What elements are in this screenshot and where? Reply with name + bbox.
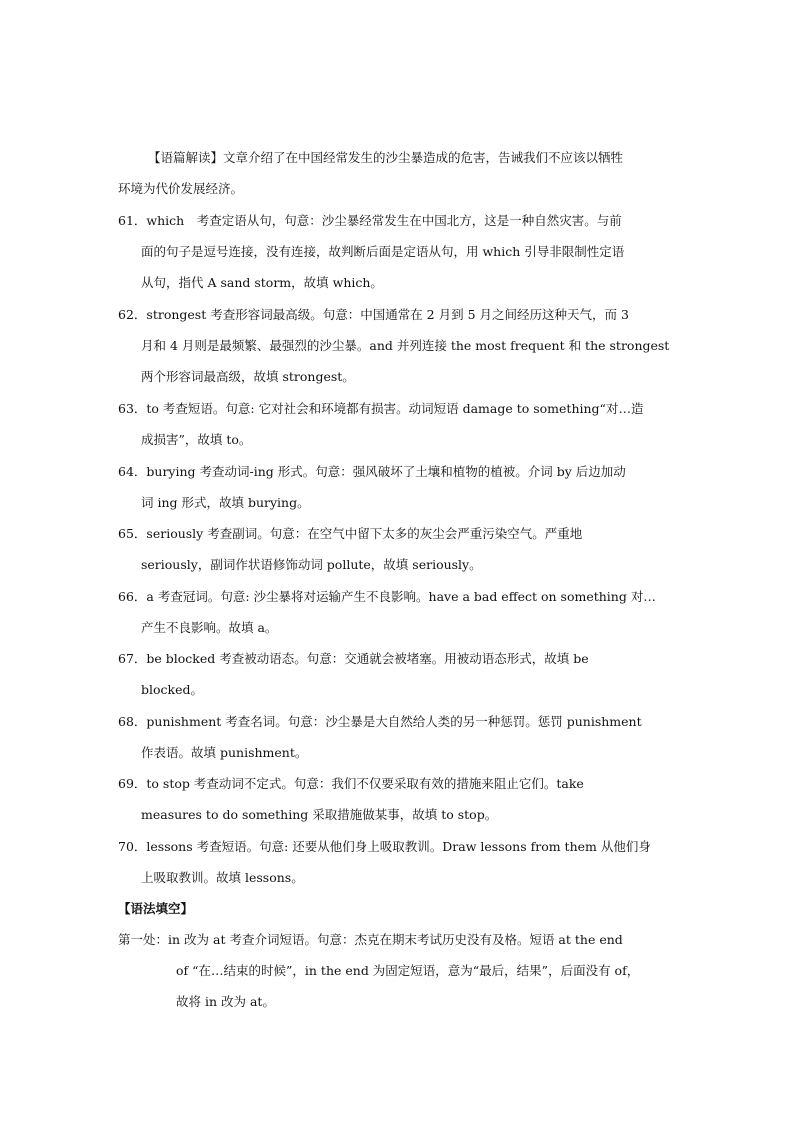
answer-70-line2: 上吸取教训。故填 lessons。 <box>141 870 304 885</box>
answer-64-line2: 词 ing 形式，故填 burying。 <box>141 495 310 510</box>
answer-62-line3: 两个形容词最高级，故填 strongest。 <box>141 369 355 384</box>
grammar-item1-line1: 第一处：in 改为 at 考查介词短语。句意：杰克在期末考试历史没有及格。短语 at the end <box>118 932 623 947</box>
answer-62-line2: 月和 4 月则是最频繁、最强烈的沙尘暴。and 并列连接 the most frequent 和 the strongest <box>141 338 670 353</box>
answer-66-line2: 产生不良影响。故填 a。 <box>141 620 278 635</box>
passage-intro-line1: 【语篇解读】文章介绍了在中国经常发生的沙尘暴造成的危害，告诫我们不应该以牺牲 <box>148 150 624 165</box>
answer-68-line2: 作表语。故填 punishment。 <box>141 745 308 760</box>
answer-67-line2: blocked。 <box>141 682 203 697</box>
grammar-item1-line2: of “在…结束的时候”，in the end 为固定短语，意为“最后，结果”，后面没有 of， <box>176 963 640 978</box>
answer-70-line1: 70．lessons 考查短语。句意: 还要从他们身上吸取教训。Draw lessons from them 从他们身 <box>118 839 651 854</box>
answer-67-line1: 67．be blocked 考查被动语态。句意：交通就会被堵塞。用被动语态形式，故填 be <box>118 651 589 666</box>
answer-61-line2: 面的句子是逗号连接，没有连接，故判断后面是定语从句，用 which 引导非限制性定语 <box>141 244 625 259</box>
answer-62-line1: 62．strongest 考查形容词最高级。句意：中国通常在 2 月到 5 月之间经历这种天气，而 3 <box>118 307 629 322</box>
answer-66-line1: 66．a 考查冠词。句意: 沙尘暴将对运输产生不良影响。have a bad effect on something 对… <box>118 589 656 604</box>
passage-intro-line2: 环境为代价发展经济。 <box>118 181 244 196</box>
answer-61-line1: 61．which 考查定语从句，句意：沙尘暴经常发生在中国北方，这是一种自然灾害。与前 <box>118 213 622 228</box>
answer-64-line1: 64．burying 考查动词-ing 形式。句意：强风破坏了土壤和植物的植被。介词 by 后边加动 <box>118 464 626 479</box>
answer-63-line2: 成损害”，故填 to。 <box>141 432 252 447</box>
answer-61-line3: 从句，指代 A sand storm，故填 which。 <box>141 275 383 290</box>
answer-65-line1: 65．seriously 考查副词。句意：在空气中留下太多的灰尘会严重污染空气。严重地 <box>118 526 583 541</box>
answer-63-line1: 63．to 考查短语。句意: 它对社会和环境都有损害。动词短语 damage to something“对…造 <box>118 401 644 416</box>
answer-68-line1: 68．punishment 考查名词。句意：沙尘暴是大自然给人类的另一种惩罚。惩罚 punishment <box>118 714 642 729</box>
answer-69-line2: measures to do something 采取措施做某事，故填 to stop。 <box>141 807 498 822</box>
grammar-heading: 【语法填空】 <box>118 901 194 916</box>
answer-65-line2: seriously，副词作状语修饰动词 pollute，故填 seriously。 <box>141 557 482 572</box>
answer-69-line1: 69．to stop 考查动词不定式。句意：我们不仅要采取有效的措施来阻止它们。take <box>118 776 584 791</box>
grammar-item1-line3: 故将 in 改为 at。 <box>176 994 275 1009</box>
